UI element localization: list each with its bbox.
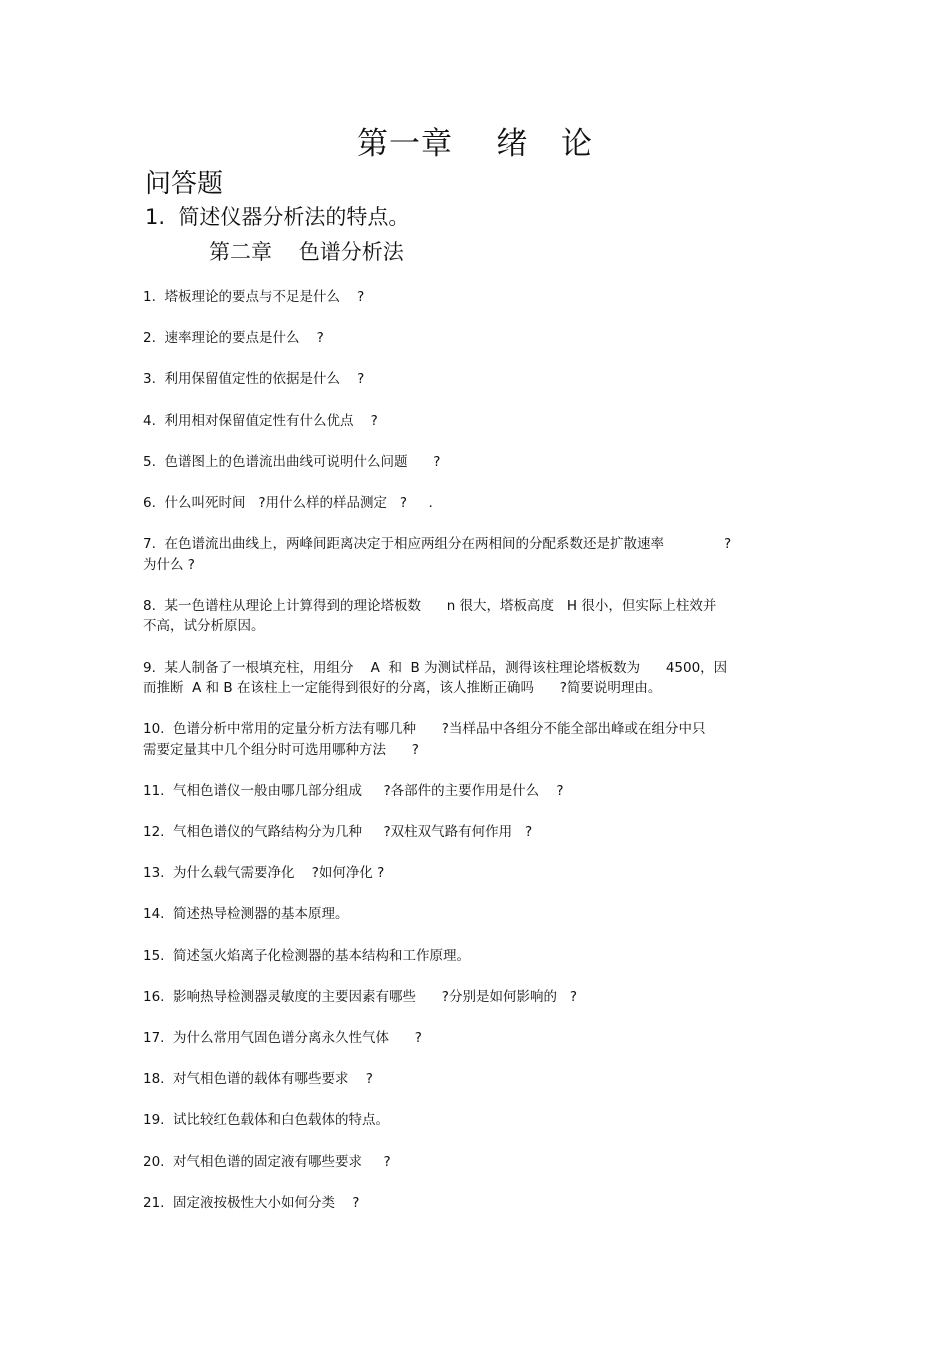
- question-item-15: 15. 简述氢火焰离子化检测器的基本结构和工作原理。: [143, 947, 471, 964]
- question-item-17: 17. 为什么常用气固色谱分离永久性气体 ?: [143, 1030, 422, 1046]
- question-item-18: 18. 对气相色谱的载体有哪些要求 ?: [143, 1071, 373, 1088]
- question-item-16: 16. 影响热导检测器灵敏度的主要因素有哪些 ?分别是如何影响的 ?: [143, 988, 578, 1005]
- question-list: [143, 287, 813, 1234]
- question-item-20: 20. 对气相色谱的固定液有哪些要求 ?: [143, 1153, 391, 1170]
- question-item-9: 9. 某人制备了一根填充柱，用组分 A 和 B 为测试样品，测得该柱理论塔板数为 4500，因 而推断 A 和 B 在该柱上一定能得到很好的分离，该人推断正确吗 ?简要说明理由。: [143, 659, 728, 696]
- question-item-3: 3. 利用保留值定性的依据是什么 ?: [143, 371, 365, 388]
- chapter-2-title: 第二章 色谱分析法: [209, 240, 404, 264]
- section-heading: 问答题: [145, 169, 224, 199]
- question-item-19: 19. 试比较红色载体和白色载体的特点。: [143, 1112, 390, 1129]
- question-item-11: 11. 气相色谱仪一般由哪几部分组成 ?各部件的主要作用是什么 ?: [143, 782, 564, 799]
- chapter-1-question: 1. 简述仪器分析法的特点。: [145, 205, 410, 229]
- question-item-13: 13. 为什么载气需要净化 ?如何净化 ?: [143, 865, 385, 882]
- chapter-1-title: 第一章 绪 论: [357, 126, 593, 162]
- question-item-8: 8. 某一色谱柱从理论上计算得到的理论塔板数 n 很大，塔板高度 H 很小，但实际上柱效并 不高，试分析原因。: [143, 597, 717, 635]
- question-item-5: 5. 色谱图上的色谱流出曲线可说明什么问题 ?: [143, 453, 441, 470]
- question-item-12: 12. 气相色谱仪的气路结构分为几种 ?双柱双气路有何作用 ?: [143, 824, 533, 841]
- question-item-10: 10. 色谱分析中常用的定量分析方法有哪几种 ?当样品中各组分不能全部出峰或在组分中只 需要定量其中几个组分时可选用哪种方法 ?: [143, 721, 706, 758]
- question-item-4: 4. 利用相对保留值定性有什么优点 ?: [143, 412, 378, 429]
- question-item-14: 14. 简述热导检测器的基本原理。: [143, 906, 349, 923]
- question-item-7: 7. 在色谱流出曲线上，两峰间距离决定于相应两组分在两相间的分配系数还是扩散速率 ? 为什么 ?: [143, 536, 732, 573]
- question-item-1: 1. 塔板理论的要点与不足是什么 ?: [143, 289, 365, 305]
- question-item-2: 2. 速率理论的要点是什么 ?: [143, 330, 324, 347]
- question-item-21: 21. 固定液按极性大小如何分类 ?: [143, 1194, 360, 1211]
- question-item-6: 6. 什么叫死时间 ?用什么样的样品测定 ? .: [143, 494, 433, 511]
